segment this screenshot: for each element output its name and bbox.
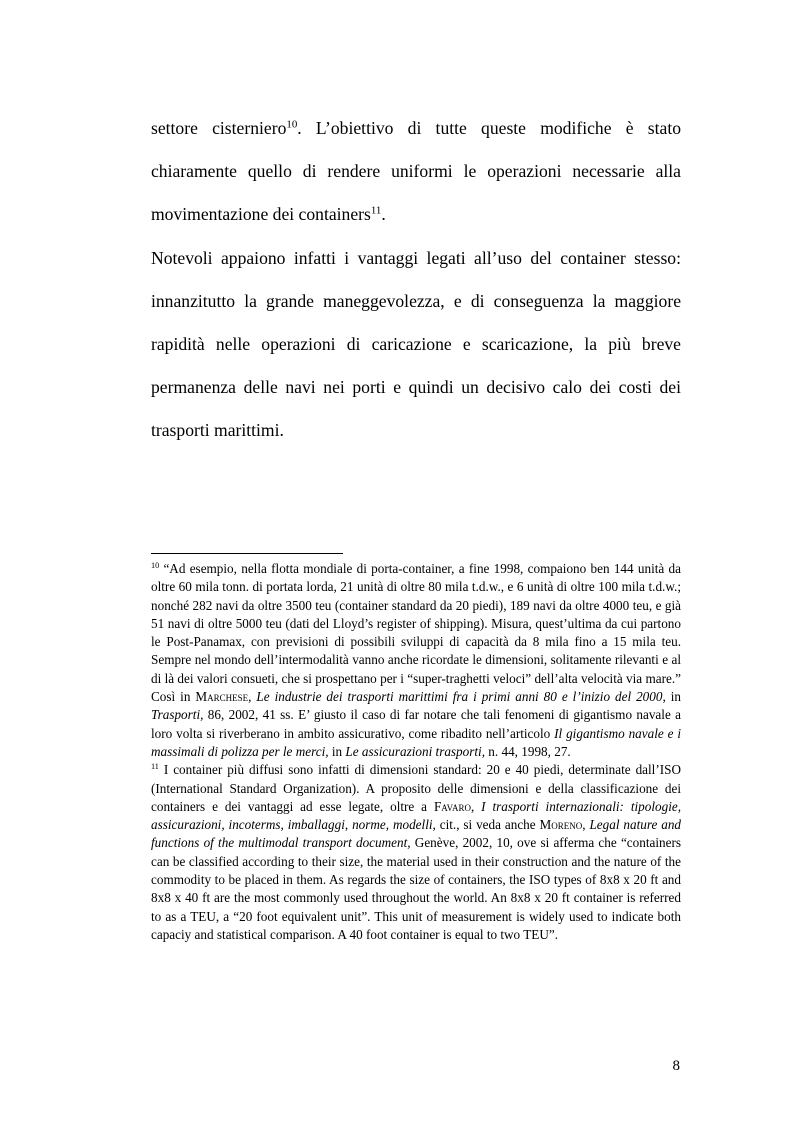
text-span: ,	[470, 798, 482, 814]
footnote-ref-11[interactable]: 11	[370, 204, 382, 217]
cited-title: Le industrie dei trasporti marittimi fra i primi anni 80 e l’inizio del 2000,	[256, 689, 666, 705]
footnote-mark-10: 10	[151, 561, 160, 571]
author-name: Moreno	[539, 817, 583, 833]
text-span: in	[328, 743, 346, 759]
author-name: Marchese	[195, 689, 249, 705]
cited-title: I trasporti internazionali: tipologie, assicurazioni, incoterms, imballaggi, norme, modelli,	[151, 798, 682, 833]
text-span: in	[665, 689, 681, 705]
text-span: “Ad esempio, nella flotta mondiale di porta-container, a fine 1998, compaiono ben 144 unità da oltre 60 mila tonn. di portata lorda, 21 unità di oltre 80 mila t.d.w., e 6 unità di oltre 100 mila t.d.w.; nonché 282 navi da oltre 3500 teu (container standard da 20 piedi), 189 navi da oltre 4000 teu, e già 51 navi di oltre 5000 teu (dati del Lloyd’s register of shipping). Misura, quest’ultima da cui partono le Post-Panamax, con previsioni di possibili sviluppi di capacità da 8 mila fino a 15 mila teu. Sempre nel mondo dell’intermodalità vanno anche ricordate le dimensioni, solitamente rilevanti e al di là dei valori consueti, che si prospettano per i “super-traghetti veloci” dell’alta velocità via mare.” Così in	[151, 561, 681, 705]
footnotes	[151, 560, 681, 944]
text-span: n. 44, 1998, 27.	[485, 743, 571, 759]
paragraph-1	[151, 107, 681, 237]
footnote-mark-11: 11	[151, 762, 159, 772]
text-span: settore cisterniero	[151, 118, 287, 138]
paragraph-2: Notevoli appaiono infatti i vantaggi legati all’uso del container stesso: innanzitutto la grande maneggevolezza, e di conseguenza la maggiore rapidità nelle operazioni di caricazione e scaricazione, la più breve permanenza delle navi nei porti e quindi un decisivo calo dei costi dei trasporti marittimi.	[151, 247, 681, 441]
text-span: I container più diffusi sono infatti di dimensioni standard: 20 e 40 piedi, determinate dall’ISO (International Standard Organization). A proposito delle dimensioni e della classificazione dei containers e dei vantaggi ad esse legate, oltre a	[151, 762, 681, 814]
page-number: 8	[672, 1058, 680, 1074]
footnote-ref-10[interactable]: 10	[286, 118, 298, 131]
footnote-10	[151, 560, 681, 761]
text-span: Genève, 2002, 10, ove si afferma che “containers can be classified according to their size, the material used in their construction and the nature of the commodity to be placed in them. As regards the size of containers, the ISO types of 8x8 x 20 ft and 8x8 x 40 ft are the most commonly used throughout the world. An 8x8 x 20 ft container is referred to as a TEU, a “20 foot equivalent unit”. This unit of measurement is widely used to indicate both capaciy and statistical comparison. A 40 foot container is equal to two TEU”.	[151, 835, 681, 942]
footnote-separator	[151, 553, 343, 554]
cited-title: Legal nature and functions of the multimodal transport document,	[151, 817, 682, 851]
main-text	[151, 107, 681, 453]
text-span: .	[381, 204, 386, 225]
journal-title: Trasporti,	[151, 707, 204, 723]
footnote-11	[151, 761, 681, 944]
journal-title: Le assicurazioni trasporti,	[345, 743, 485, 759]
author-name: Favaro	[433, 798, 471, 814]
text-span: . L’obiettivo di tutte queste modifiche è stato chiaramente quello di rendere uniformi le operazioni necessarie alla movimentazione dei containers	[151, 118, 682, 225]
text-span: cit., si veda anche	[435, 817, 540, 833]
text-span: ,	[582, 817, 590, 833]
text-span: 86, 2002, 41 ss. E’ giusto il caso di far notare che tali fenomeni di gigantismo navale a loro volta si riverberano in ambito assicurativo, come ribadito nell’articolo	[151, 707, 681, 741]
text-span: ,	[248, 689, 257, 705]
cited-title: Il gigantismo navale e i massimali di polizza per le merci,	[151, 725, 682, 759]
